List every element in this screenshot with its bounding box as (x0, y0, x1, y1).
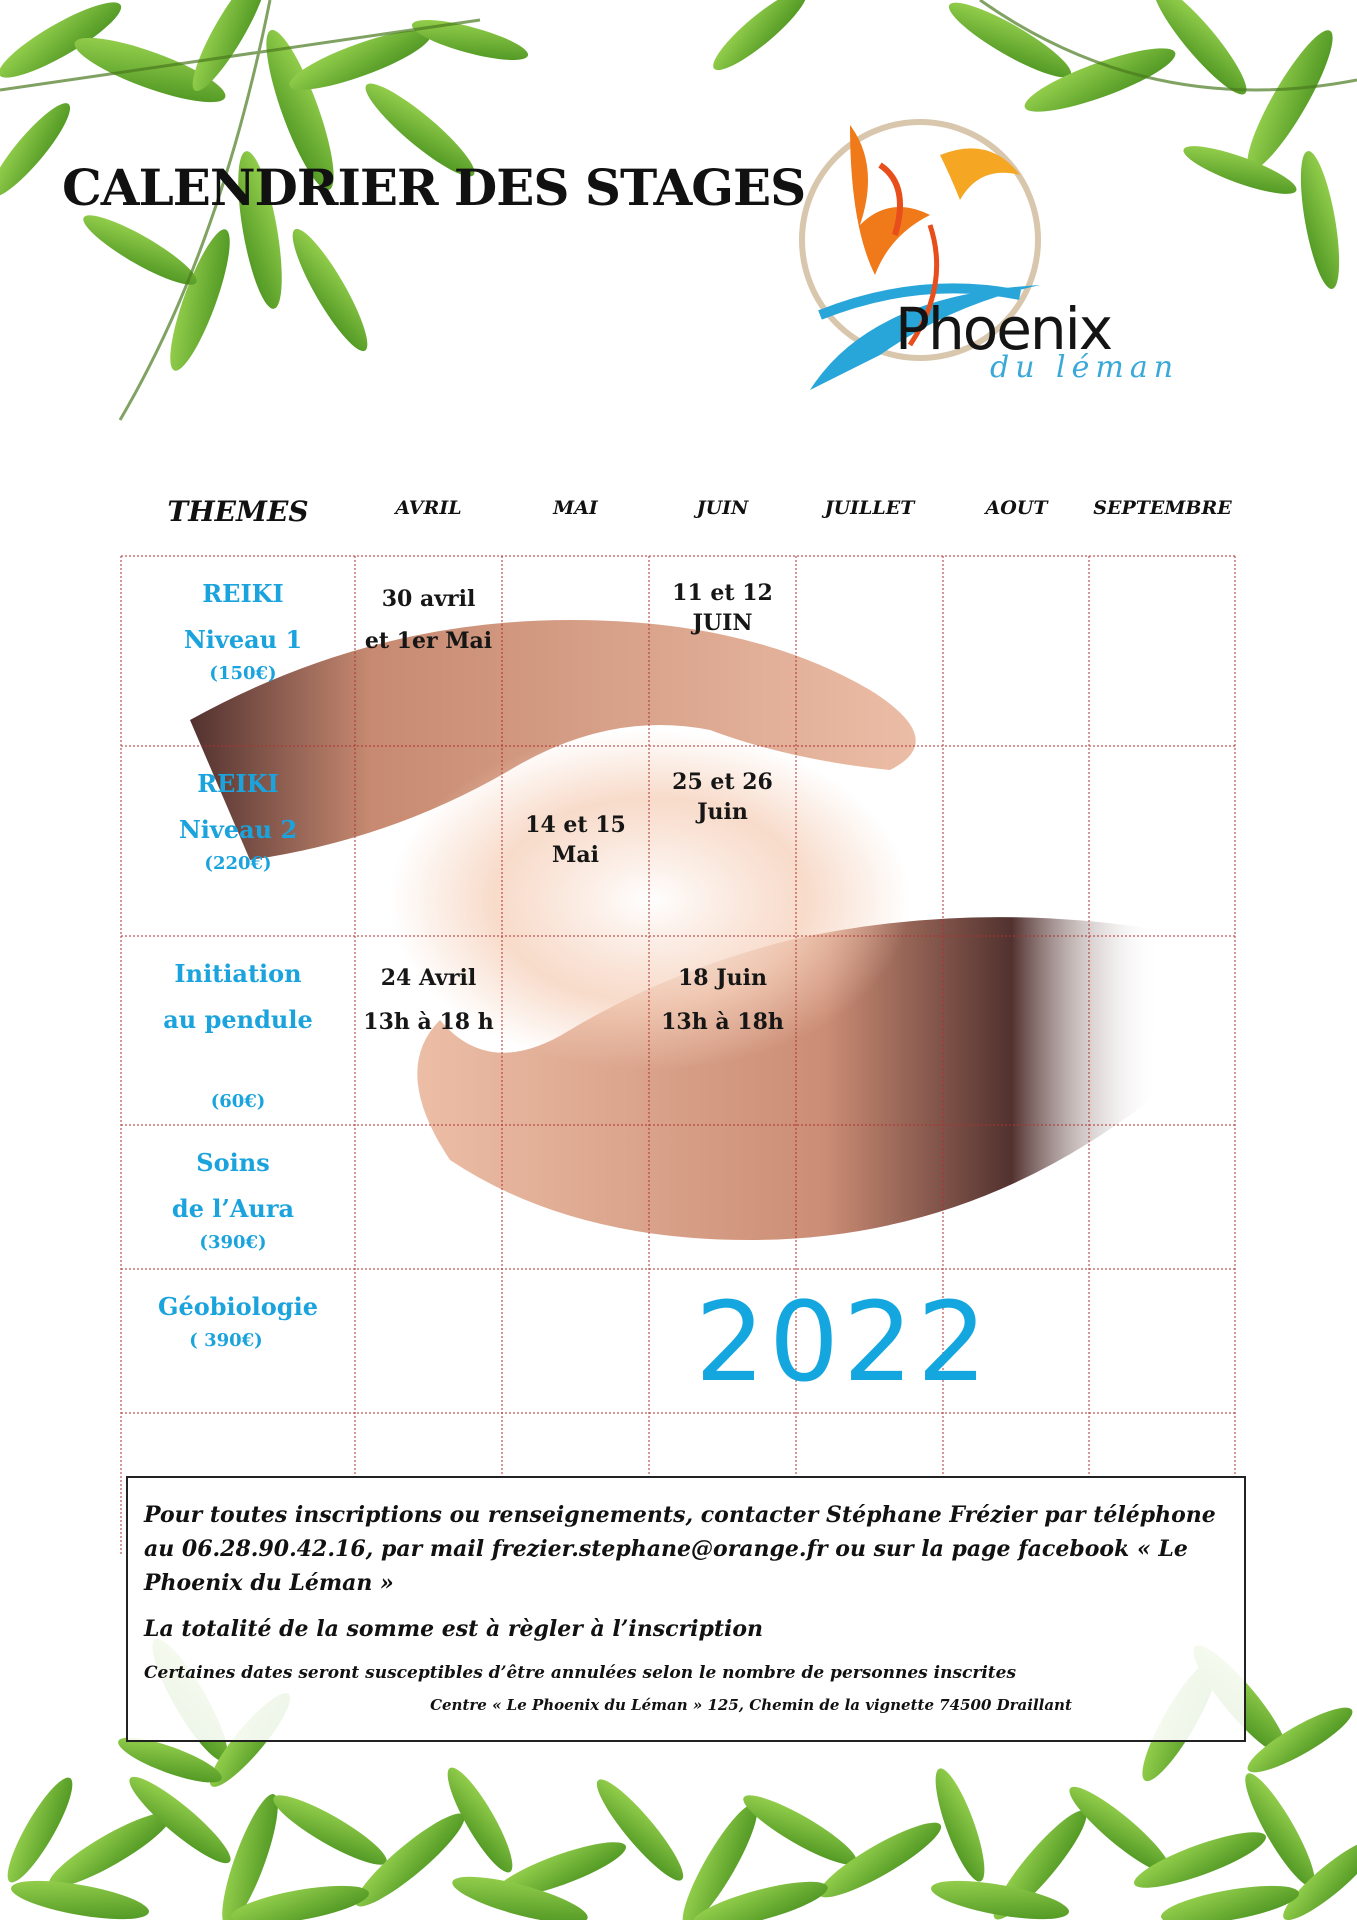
date-line: 24 Avril (380, 965, 477, 991)
month-header-septembre: SEPTEMBRE (1093, 497, 1232, 519)
theme-price: (220€) (204, 853, 272, 874)
month-header-aout: AOUT (985, 497, 1048, 519)
theme-label: REIKI (202, 579, 284, 608)
year-label: 2022 (695, 1278, 991, 1406)
theme-label: Niveau 1 (183, 625, 303, 654)
month-header-juin: JUIN (696, 497, 749, 519)
date-line: 18 Juin (677, 965, 768, 991)
theme-label: Niveau 2 (178, 815, 298, 844)
info-box (126, 1476, 1246, 1742)
themes-header: THEMES (167, 495, 309, 528)
date-pendule-juin (649, 956, 796, 1044)
date-reiki-1-avril (355, 578, 502, 662)
date-line: 14 et 15 (525, 812, 626, 838)
theme-label: Géobiologie (158, 1292, 318, 1321)
theme-label: Initiation (174, 959, 302, 988)
theme-label: Soins (196, 1148, 270, 1177)
date-line: Juin (697, 799, 748, 825)
theme-geobiologie (116, 1284, 360, 1351)
contact-text: Pour toutes inscriptions ou renseignements, contacter Stéphane Frézier par téléphone au 06.28.90.42.16, par mail frezier.stephane@orange.fr ou sur la page facebook « Le Phoenix du Léman » (144, 1502, 1216, 1596)
date-line: et 1er Mai (364, 628, 493, 654)
theme-label: REIKI (197, 769, 279, 798)
theme-price: ( 390€) (189, 1330, 263, 1351)
theme-pendule (116, 951, 360, 1112)
theme-label: de l’Aura (171, 1194, 295, 1223)
date-line: 13h à 18 h (363, 1009, 494, 1035)
address-text: Centre « Le Phoenix du Léman » 125, Chemin de la vignette 74500 Draillant (430, 1696, 1072, 1714)
date-pendule-avril (355, 956, 502, 1044)
theme-price: (390€) (199, 1232, 267, 1253)
month-header-avril: AVRIL (395, 497, 462, 519)
theme-price: (60€) (210, 1091, 266, 1112)
date-line: 30 avril (381, 586, 476, 612)
theme-reiki-2 (116, 761, 360, 874)
month-header-mai: MAI (553, 497, 598, 519)
payment-text: La totalité de la somme est à règler à l’inscription (144, 1616, 764, 1642)
logo-subtitle: du léman (990, 350, 1180, 385)
theme-price: (150€) (209, 663, 277, 684)
date-line: 11 et 12 (672, 580, 773, 606)
date-line: Mai (552, 842, 599, 868)
date-line: 25 et 26 (672, 769, 773, 795)
date-line: JUIN (692, 610, 753, 636)
month-header-juillet: JUILLET (824, 497, 915, 519)
cancellation-text: Certaines dates seront susceptibles d’être annulées selon le nombre de personnes inscrites (144, 1663, 1017, 1683)
date-reiki-2-juin (649, 767, 796, 827)
page-title: CALENDRIER DES STAGES (62, 158, 806, 217)
theme-soins-aura (111, 1140, 355, 1253)
theme-label: au pendule (163, 1005, 313, 1034)
date-reiki-2-mai (502, 810, 649, 870)
theme-reiki-1 (121, 571, 365, 684)
date-reiki-1-juin (649, 578, 796, 638)
logo-name: Phoenix (895, 295, 1112, 363)
date-line: 13h à 18h (661, 1009, 784, 1035)
